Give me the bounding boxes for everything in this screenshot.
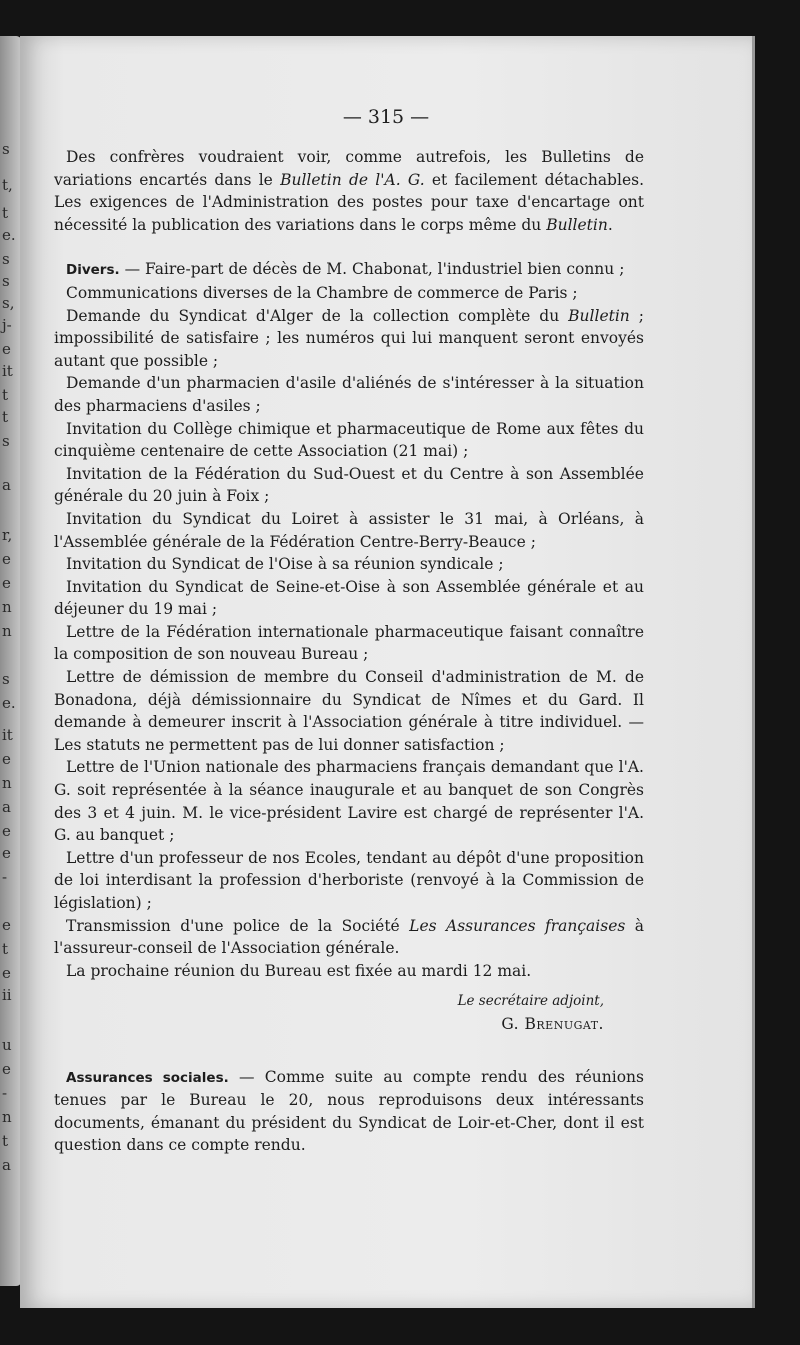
prev-page-fragment: a <box>2 1156 11 1174</box>
divers-item: Lettre d'un professeur de nos Ecoles, tendant au dépôt d'une proposition de loi interdisant la profession d'herboriste (renvoyé à la Commission de législation) ; <box>54 848 644 912</box>
prev-page-fragment: j- <box>2 316 12 334</box>
prev-page-fragment: n <box>2 598 12 616</box>
prev-page-fragment: e. <box>2 694 16 712</box>
divers-item-text: à l'assureur-conseil de l'Association générale. <box>54 916 645 958</box>
divers-item-text: ; impossibilité de satisfaire ; les numéros qui lui manquent seront envoyés autant que possible ; <box>54 306 644 370</box>
prev-page-fragment: s <box>2 272 10 290</box>
prev-page-fragment: t <box>2 1132 9 1150</box>
prev-page-fragment: e. <box>2 226 16 244</box>
prev-page-fragment: e <box>2 750 11 768</box>
divers-item: Invitation de la Fédération du Sud-Ouest et du Centre à son Assemblée générale du 20 juin à Foix ; <box>54 464 644 506</box>
bulletin-title: Bulletin <box>568 306 630 325</box>
prev-page-fragment: e <box>2 1060 11 1078</box>
intro-text: et facilement détachables. Les exigences de l'Administration des postes pour taxe d'encartage ont nécessité la publication des variations dans le corps même du <box>54 170 644 234</box>
divers-item: Lettre de démission de membre du Conseil d'administration de M. de Bonadona, déjà démissionnaire du Syndicat de Nîmes et du Gard. Il demande à demeurer inscrit à l'Association générale à titre individuel. — Les statuts ne permettent pas de lui donner satisfaction ; <box>54 668 644 754</box>
prev-page-fragment: - <box>2 1084 8 1102</box>
section-heading-divers: Divers. <box>66 262 120 279</box>
intro-text: . <box>607 215 613 234</box>
divers-item: Invitation du Syndicat de Seine-et-Oise à son Assemblée générale et au déjeuner du 19 mai ; <box>54 577 644 619</box>
page-body <box>54 146 644 1157</box>
intro-text: Des confrères voudraient voir, comme autrefois, les Bulletins de variations encartés dans le <box>54 148 644 189</box>
divers-item: Lettre de la Fédération internationale pharmaceutique faisant connaître la composition de son nouveau Bureau ; <box>54 622 644 664</box>
prev-page-fragment: r, <box>2 526 13 544</box>
document-page <box>20 36 755 1308</box>
prev-page-fragment: e <box>2 340 11 358</box>
prev-page-fragment: e <box>2 964 11 982</box>
prev-page-fragment: t <box>2 940 9 958</box>
section-heading-assurances: Assurances sociales. <box>66 1069 229 1086</box>
prev-page-fragment: s <box>2 140 10 158</box>
divers-item <box>54 305 644 373</box>
prev-page-fragment: e <box>2 844 11 862</box>
company-name: Les Assurances françaises <box>409 916 626 935</box>
prev-page-fragment: a <box>2 798 11 816</box>
prev-page-fragment: n <box>2 1108 12 1126</box>
divers-item: Demande d'un pharmacien d'asile d'aliénés de s'intéresser à la situation des pharmaciens d'asiles ; <box>54 374 644 415</box>
divers-item: La prochaine réunion du Bureau est fixée au mardi 12 mai. <box>66 961 532 980</box>
divers-item: — Faire-part de décès de M. Chabonat, l'industriel bien connu ; <box>124 260 625 279</box>
bulletin-title: Bulletin de l'A. G. <box>280 170 425 189</box>
prev-page-fragment: s, <box>2 294 15 312</box>
prev-page-fragment: t <box>2 204 9 222</box>
divers-paragraph <box>54 258 644 282</box>
prev-page-fragment: it <box>2 362 13 380</box>
prev-page-fragment: s <box>2 432 10 450</box>
prev-page-fragment: it <box>2 726 13 744</box>
prev-page-fragment: e <box>2 550 11 568</box>
divers-item: Lettre de l'Union nationale des pharmaciens français demandant que l'A. G. soit représentée à la séance inaugurale et au banquet de son Congrès des 3 et 4 juin. M. le vice-président Lavire est chargé de représenter l'A. G. au banquet ; <box>54 758 644 845</box>
prev-page-fragment: s <box>2 250 10 268</box>
assurances-text: — Comme suite au compte rendu des réunions tenues par le Bureau le 20, nous reproduisons deux intéressants documents, émanant du président du Syndicat de Loir-et-Cher, dont il est question dans ce compte rendu. <box>54 1067 644 1155</box>
intro-paragraph <box>54 146 644 236</box>
prev-page-fragment: e <box>2 574 11 592</box>
prev-page-fragment: a <box>2 476 11 494</box>
assurances-paragraph <box>54 1066 644 1157</box>
divers-item-text: Transmission d'une police de la Société <box>66 916 410 935</box>
previous-page-edge <box>0 36 22 1286</box>
prev-page-fragment: n <box>2 622 12 640</box>
prev-page-fragment: e <box>2 916 11 934</box>
prev-page-fragment: n <box>2 774 12 792</box>
divers-item: Communications diverses de la Chambre de commerce de Paris ; <box>66 283 578 302</box>
divers-item: Invitation du Collège chimique et pharmaceutique de Rome aux fêtes du cinquième centenaire de cette Association (21 mai) ; <box>54 419 644 461</box>
prev-page-fragment: ii <box>2 986 12 1004</box>
signature-block <box>54 990 644 1035</box>
divers-item-text: Demande du Syndicat d'Alger de la collection complète du <box>66 306 569 325</box>
prev-page-fragment: t <box>2 408 9 426</box>
prev-page-fragment: t <box>2 386 9 404</box>
prev-page-fragment: u <box>2 1036 12 1054</box>
signature-role: Le secrétaire adjoint, <box>457 993 604 1010</box>
prev-page-fragment: - <box>2 868 8 886</box>
divers-item: Invitation du Syndicat du Loiret à assister le 31 mai, à Orléans, à l'Assemblée générale de la Fédération Centre-Berry-Beauce ; <box>54 509 644 551</box>
divers-item: Invitation du Syndicat de l'Oise à sa réunion syndicale ; <box>66 555 504 574</box>
prev-page-fragment: e <box>2 822 11 840</box>
prev-page-fragment: s <box>2 670 10 688</box>
page-number: — 315 — <box>342 106 430 128</box>
bulletin-title: Bulletin <box>546 215 608 234</box>
divers-item <box>54 915 644 960</box>
prev-page-fragment: t, <box>2 176 13 194</box>
signature-name: G. Brenugat. <box>501 1014 604 1033</box>
